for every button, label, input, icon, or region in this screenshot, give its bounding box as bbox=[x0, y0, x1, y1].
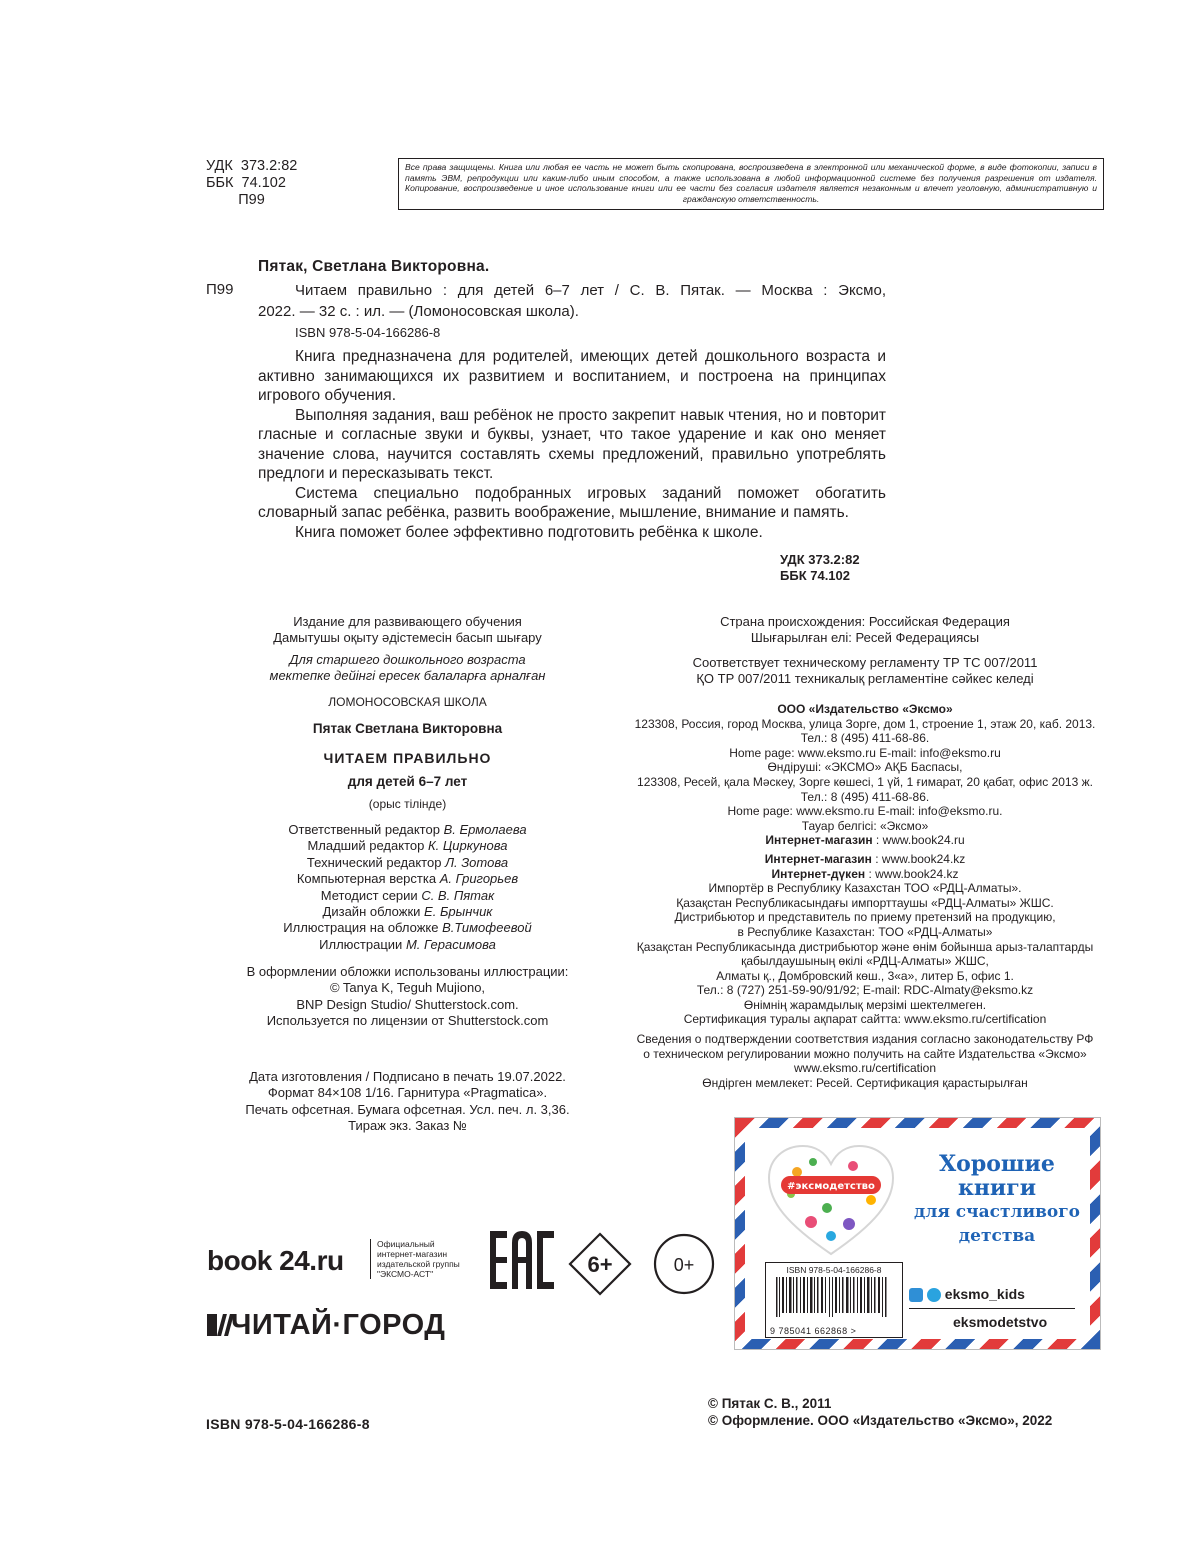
biblio-author: Пятак, Светлана Викторовна. bbox=[258, 258, 490, 275]
publisher-line: Тел.: 8 (495) 411-68-86. bbox=[800, 789, 930, 804]
print-info bbox=[200, 1069, 615, 1135]
country-line-kz: Шығарылған елі: Ресей Федерациясы bbox=[750, 630, 980, 645]
publisher-line: Home page: www.eksmo.ru E-mail: info@eksmo.ru bbox=[729, 745, 1001, 760]
importer-line: Өнімнің жарамдылық мерзімі шектелмеген. bbox=[743, 997, 987, 1012]
age-0-plus-badge-icon bbox=[652, 1232, 716, 1296]
shop-line: Интернет-магазин : www.book24.ru bbox=[765, 833, 965, 848]
print-line: Печать офсетная. Бумага офсетная. Усл. печ. л. 3,36. bbox=[245, 1101, 570, 1117]
age-line: Для старшего дошкольного возраста bbox=[289, 652, 526, 667]
biblio-isbn: ISBN 978-5-04-166286-8 bbox=[295, 325, 441, 340]
udk-right-udk: УДК 373.2:82 bbox=[780, 552, 860, 567]
slogan-line: Хорошие bbox=[939, 1151, 1055, 1177]
certification-line: о техническом регулировании можно получить на сайте Издательства «Эксмо» bbox=[643, 1046, 1087, 1061]
postcard-stamp bbox=[734, 1117, 1101, 1350]
credit-row: Методист серии С. В. Пятак bbox=[320, 887, 495, 903]
credit-row: Ответственный редактор В. Ермолаева bbox=[288, 822, 527, 837]
heart-illustration-icon bbox=[767, 1142, 895, 1260]
importer-line: Импортёр в Республику Казахстан ТОО «РДЦ-Алматы». bbox=[708, 881, 1022, 896]
biblio-line-2: 2022. — 32 с. : ил. — (Ломоносовская школа). bbox=[258, 303, 579, 320]
illustration-line: В оформлении обложки использованы иллюстрации: bbox=[246, 964, 569, 979]
age-6-plus-badge-icon bbox=[568, 1232, 632, 1296]
publisher-line: Тауар белгісі: «Эксмо» bbox=[801, 818, 929, 833]
certification-line: www.eksmo.ru/certification bbox=[793, 1061, 937, 1076]
regulation-line-kz: ҚО ТР 007/2011 техникалық регламентіне сәйкес келеді bbox=[696, 671, 1034, 686]
country-info bbox=[610, 614, 1120, 646]
importer-line: Дистрибьютор и представитель по приему претензий на продукцию, bbox=[674, 910, 1056, 925]
social-name-2: eksmodetstvo bbox=[953, 1314, 1048, 1330]
vk-icon bbox=[909, 1288, 923, 1302]
age-info bbox=[200, 652, 615, 684]
annotation-paragraph: Выполняя задания, ваш ребёнок не просто закрепит навык чтения, но и повторит гласные и согласные звуки и буквы, узнает, что такое ударение и как оно меняет значение слова, научится составлять схемы предложений, правильно употреблять предлоги и пересказывать текст. bbox=[258, 406, 886, 482]
annotation-paragraph: Система специально подобранных игровых заданий поможет обогатить словарный запас ребёнка, развить воображение, мышление, внимание и память. bbox=[258, 484, 886, 521]
illustration-line: © Tanya K, Teguh Mujiono, bbox=[329, 980, 486, 996]
series-name: ЛОМОНОСОВСКАЯ ШКОЛА bbox=[328, 695, 487, 709]
rights-notice-box: Все права защищены. Книга или любая ее часть не может быть скопирована, воспроизведена в электронной или механической форме, в виде фотокопии, записи в память ЭВМ, репродукции или каким-либо иным способом, а также использована в любой информационной системе без получения разрешения от издателя. Копирование, воспроизведение и иное использование книги или ее части без согласия издателя является незаконным и влечет уголовную, административную и гражданскую ответственность. bbox=[398, 158, 1104, 210]
copyright-line: © Пятак С. В., 2011 bbox=[708, 1396, 832, 1411]
age-6-text: 6+ bbox=[587, 1252, 613, 1277]
copyright-line: © Оформление. ООО «Издательство «Эксмо», 2022 bbox=[708, 1413, 1053, 1428]
credit-row: Компьютерная верстка А. Григорьев bbox=[296, 871, 519, 887]
importer-line: қабылдаушының өкілі «РДЦ-Алматы» ЖШС, bbox=[741, 954, 989, 969]
book24-note: Официальный интернет-магазин издательской группы "ЭКСМО-АСТ" bbox=[370, 1239, 460, 1279]
country-line: Страна происхождения: Российская Федерация bbox=[720, 614, 1010, 629]
barcode-isbn: ISBN 978-5-04-166286-8 bbox=[786, 1265, 882, 1275]
author-code: П99 bbox=[206, 192, 265, 208]
certification-line: Өндірген мемлекет: Ресей. Сертификация қарастырылған bbox=[702, 1075, 1028, 1090]
credits-list bbox=[200, 822, 615, 953]
regulation-line: Соответствует техническому регламенту ТР ТС 007/2011 bbox=[692, 655, 1038, 670]
publisher-line: Тел.: 8 (495) 411-68-86. bbox=[800, 731, 930, 746]
age-line-kz: мектепке дейінгі ересек балаларға арналған bbox=[269, 668, 546, 683]
book24-logo: book 24.ru bbox=[207, 1245, 344, 1276]
biblio-line-1: Читаем правильно : для детей 6–7 лет / С. В. Пятак. — Москва : Эксмо, bbox=[295, 282, 886, 299]
certification-line: Сведения о подтверждении соответствия издания согласно законодательству РФ bbox=[636, 1032, 1094, 1047]
copyright-block bbox=[708, 1395, 1052, 1429]
print-line: Дата изготовления / Подписано в печать 19.07.2022. bbox=[249, 1069, 566, 1084]
biblio-record bbox=[258, 280, 886, 322]
credit-row: Дизайн обложки Е. Брынчик bbox=[322, 904, 493, 920]
barcode-bars-icon bbox=[766, 1275, 902, 1325]
slogan-line: книги bbox=[957, 1175, 1037, 1201]
importer-line: в Республике Казахстан: ТОО «РДЦ-Алматы» bbox=[737, 924, 993, 939]
edition-info bbox=[200, 614, 615, 646]
edition-line: Издание для развивающего обучения bbox=[293, 614, 522, 629]
chitai-bar-icon bbox=[207, 1314, 217, 1336]
credit-row: Иллюстрация на обложке В.Тимофеевой bbox=[283, 920, 532, 936]
social-vk-telegram: eksmo_kids bbox=[909, 1286, 1025, 1302]
shop-line: Интернет-магазин : www.book24.kz bbox=[764, 851, 966, 866]
annotation-paragraph: Книга поможет более эффективно подготовить ребёнка к школе. bbox=[295, 523, 763, 541]
publisher-line: Өндіруші: «ЭКСМО» АҚБ Баспасы, bbox=[767, 760, 963, 775]
stamp-tag: #эксмодетство bbox=[787, 1181, 875, 1192]
publisher-line: 123308, Россия, город Москва, улица Зорге, дом 1, строение 1, этаж 20, каб. 2013. bbox=[634, 716, 1096, 731]
edition-line-kz: Дамытушы оқыту әдістемесін басып шығару bbox=[273, 630, 542, 645]
udk-bbk-block bbox=[206, 158, 297, 209]
importer-line: Қазақстан Республикасындағы импорттаушы «РДЦ-Алматы» ЖШС. bbox=[676, 895, 1054, 910]
importer-line: Алматы қ., Домбровский көш., 3«а», литер Б, офис 1. bbox=[716, 968, 1014, 983]
credit-row: Младший редактор К. Циркунова bbox=[307, 838, 508, 854]
barcode-digits: 9 785041 662868 > bbox=[770, 1326, 857, 1336]
annotation-paragraph: Книга предназначена для родителей, имеющих детей дошкольного возраста и активно занимающихся их развитием и воспитанием, и построена на принципах игрового обучения. bbox=[258, 348, 886, 404]
illustration-credits bbox=[200, 964, 615, 1030]
imprint-subtitle: для детей 6–7 лет bbox=[347, 774, 468, 789]
eac-mark-icon bbox=[488, 1229, 556, 1291]
barcode bbox=[765, 1262, 903, 1338]
isbn-bottom: ISBN 978-5-04-166286-8 bbox=[206, 1416, 370, 1432]
stamp-slogan bbox=[907, 1152, 1087, 1248]
print-line: Формат 84×108 1/16. Гарнитура «Pragmatica». bbox=[267, 1085, 548, 1101]
importer-line: Тел.: 8 (727) 251-59-90/91/92; E-mail: RDC-Almaty@eksmo.kz bbox=[696, 983, 1034, 998]
credit-row: Технический редактор Л. Зотова bbox=[306, 854, 509, 870]
age-0-text: 0+ bbox=[673, 1255, 695, 1275]
imprint-title: ЧИТАЕМ ПРАВИЛЬНО bbox=[323, 750, 492, 766]
credit-row: Иллюстрации М. Герасимова bbox=[319, 936, 496, 952]
social-divider bbox=[909, 1308, 1075, 1309]
biblio-code: П99 bbox=[206, 281, 234, 298]
illustration-line: BNP Design Studio/ Shutterstock.com. bbox=[296, 996, 519, 1012]
imprint-author: Пятак Светлана Викторовна bbox=[312, 721, 503, 736]
shop-line: Интернет-дүкен : www.book24.kz bbox=[771, 866, 959, 881]
bbk-code: ББК 74.102 bbox=[206, 175, 286, 191]
slogan-line: для счастливого bbox=[914, 1202, 1080, 1222]
imprint-language: (орыс тілінде) bbox=[368, 797, 447, 811]
publisher-name: ООО «Издательство «Эксмо» bbox=[777, 702, 953, 716]
publisher-line: Home page: www.eksmo.ru E-mail: info@eksmo.ru. bbox=[727, 804, 1003, 819]
telegram-icon bbox=[927, 1288, 941, 1302]
udk-right-bbk: ББК 74.102 bbox=[780, 568, 850, 583]
illustration-line: Используется по лицензии от Shutterstock.com bbox=[266, 1013, 549, 1029]
importer-line: Сертификация туралы ақпарат сайтта: www.eksmo.ru/certification bbox=[683, 1012, 1047, 1027]
importer-line: Қазақстан Республикасында дистрибьютор және өнім бойынша арыз-талаптарды bbox=[636, 939, 1094, 954]
annotation bbox=[258, 347, 886, 542]
publisher-info bbox=[610, 702, 1120, 1090]
postcard-inner bbox=[745, 1128, 1090, 1339]
print-line: Тираж экз. Заказ № bbox=[348, 1118, 467, 1134]
publisher-line: 123308, Ресей, қала Мәскеу, Зорге көшесі, 1 үй, 1 ғимарат, 20 қабат, офис 2013 ж. bbox=[637, 774, 1093, 789]
regulation-info bbox=[610, 655, 1120, 687]
chitai-gorod-logo: ЧИТАЙ·ГОРОД bbox=[207, 1309, 445, 1342]
udk-code: УДК 373.2:82 bbox=[206, 158, 298, 174]
slogan-line: детства bbox=[958, 1226, 1036, 1246]
udk-bbk-right bbox=[780, 552, 860, 584]
